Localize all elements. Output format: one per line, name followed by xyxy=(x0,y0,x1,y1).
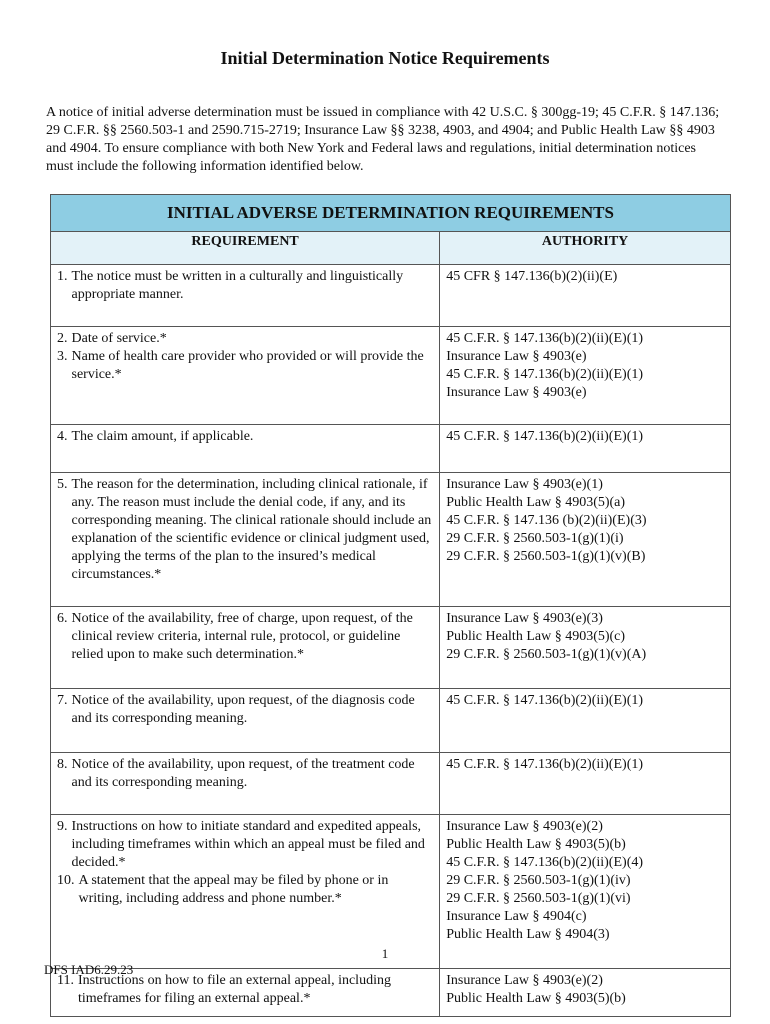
authority-cell xyxy=(440,607,731,689)
requirement-cell xyxy=(51,689,440,753)
requirement-text: Instructions on how to initiate standard and expedited appeals, including timeframes within which an appeal must be filed and decided.* xyxy=(71,819,425,870)
requirement-item xyxy=(57,872,435,908)
table-row xyxy=(51,969,731,1017)
authority-citation: 45 C.F.R. § 147.136 (b)(2)(ii)(E)(3) xyxy=(446,513,647,528)
table-banner: INITIAL ADVERSE DETERMINATION REQUIREMENTS xyxy=(51,195,731,232)
requirement-number: 8. xyxy=(57,757,68,772)
requirement-item xyxy=(57,610,435,664)
authority-citation: 45 C.F.R. § 147.136(b)(2)(ii)(E)(4) xyxy=(446,855,644,870)
table-row xyxy=(51,607,731,689)
table-body xyxy=(51,265,731,1017)
table-row xyxy=(51,265,731,327)
authority-citation: 45 C.F.R. § 147.136(b)(2)(ii)(E)(1) xyxy=(446,757,644,772)
requirement-text: Instructions on how to file an external appeal, including timeframes for filing an external appeal.* xyxy=(77,973,391,1006)
requirement-text: Notice of the availability, free of charge, upon request, of the clinical review criteria, internal rule, protocol, or guideline relied upon to make such determination.* xyxy=(71,611,413,662)
requirement-text: The notice must be written in a culturally and linguistically appropriate manner. xyxy=(71,269,404,302)
requirement-item xyxy=(57,756,435,792)
requirement-item xyxy=(57,348,435,384)
requirement-number: 1. xyxy=(57,269,68,284)
authority-cell xyxy=(440,753,731,815)
authority-citation: 45 CFR § 147.136(b)(2)(ii)(E) xyxy=(446,269,618,284)
authority-citation: 45 C.F.R. § 147.136(b)(2)(ii)(E)(1) xyxy=(446,331,644,346)
authority-cell xyxy=(440,265,731,327)
requirement-number: 11. xyxy=(57,973,74,988)
authority-citation: Insurance Law § 4903(e) xyxy=(446,349,587,364)
requirement-cell xyxy=(51,753,440,815)
requirement-cell xyxy=(51,425,440,473)
requirement-item xyxy=(57,818,435,872)
table-row xyxy=(51,327,731,425)
authority-citation: Public Health Law § 4903(5)(b) xyxy=(446,991,626,1006)
authority-citation: 29 C.F.R. § 2560.503-1(g)(1)(v)(B) xyxy=(446,549,646,564)
authority-cell xyxy=(440,327,731,425)
authority-cell xyxy=(440,425,731,473)
column-header-authority: AUTHORITY xyxy=(440,232,731,265)
authority-citation: Insurance Law § 4903(e)(1) xyxy=(446,477,603,492)
table-row xyxy=(51,753,731,815)
requirement-number: 5. xyxy=(57,477,68,492)
authority-citation: Insurance Law § 4903(e)(2) xyxy=(446,819,603,834)
authority-citation: 29 C.F.R. § 2560.503-1(g)(1)(vi) xyxy=(446,891,631,906)
requirement-text: The claim amount, if applicable. xyxy=(71,429,254,444)
authority-citation: Public Health Law § 4903(5)(a) xyxy=(446,495,626,510)
authority-citation: 45 C.F.R. § 147.136(b)(2)(ii)(E)(1) xyxy=(446,367,644,382)
requirement-item xyxy=(57,476,435,584)
authority-citation: Insurance Law § 4903(e) xyxy=(446,385,587,400)
authority-citation: Public Health Law § 4903(5)(c) xyxy=(446,629,626,644)
authority-citation: 29 C.F.R. § 2560.503-1(g)(1)(iv) xyxy=(446,873,631,888)
requirement-cell xyxy=(51,473,440,607)
document-id: DFS IAD6.29.23 xyxy=(44,962,134,977)
page-number: 1 xyxy=(381,946,389,961)
requirement-number: 10. xyxy=(57,873,75,888)
authority-citation: Insurance Law § 4903(e)(3) xyxy=(446,611,603,626)
requirement-cell xyxy=(51,607,440,689)
requirement-text: Notice of the availability, upon request, of the treatment code and its corresponding meaning. xyxy=(71,757,415,790)
table-row xyxy=(51,689,731,753)
authority-cell xyxy=(440,969,731,1017)
authority-citation: 29 C.F.R. § 2560.503-1(g)(1)(i) xyxy=(446,531,624,546)
requirement-cell xyxy=(51,327,440,425)
requirement-item xyxy=(57,692,435,728)
authority-citation: Insurance Law § 4903(e)(2) xyxy=(446,973,603,988)
authority-citation: Insurance Law § 4904(c) xyxy=(446,909,587,924)
intro-paragraph: A notice of initial adverse determination must be issued in compliance with 42 U.S.C. § 300gg-19; 45 C.F.R. § 147.136; 29 C.F.R. §§ 2560.503-1 and 2590.715-2719; Insurance Law §§ 3238, 4903, and 4904; and Public Health Law §§ 4903 and 4904. To ensure compliance with both New York and Federal laws and regulations, initial determination notices must include the following information identified below. xyxy=(46,105,720,174)
requirements-table xyxy=(50,194,731,1017)
authority-citation: 45 C.F.R. § 147.136(b)(2)(ii)(E)(1) xyxy=(446,429,644,444)
requirement-text: Date of service.* xyxy=(71,331,167,346)
table-row xyxy=(51,473,731,607)
requirement-item xyxy=(57,428,435,446)
authority-citation: Public Health Law § 4904(3) xyxy=(446,927,610,942)
requirement-number: 9. xyxy=(57,819,68,834)
requirement-item xyxy=(57,330,435,348)
requirement-number: 3. xyxy=(57,349,68,364)
requirement-number: 7. xyxy=(57,693,68,708)
requirement-cell xyxy=(51,265,440,327)
requirement-text: A statement that the appeal may be filed by phone or in writing, including address and phone number.* xyxy=(78,873,389,906)
authority-citation: 45 C.F.R. § 147.136(b)(2)(ii)(E)(1) xyxy=(446,693,644,708)
requirement-number: 6. xyxy=(57,611,68,626)
authority-cell xyxy=(440,473,731,607)
requirement-text: Notice of the availability, upon request, of the diagnosis code and its corresponding meaning. xyxy=(71,693,415,726)
column-header-requirement: REQUIREMENT xyxy=(51,232,440,265)
requirement-item xyxy=(57,268,435,304)
authority-citation: Public Health Law § 4903(5)(b) xyxy=(446,837,626,852)
requirement-number: 4. xyxy=(57,429,68,444)
table-row xyxy=(51,425,731,473)
authority-citation: 29 C.F.R. § 2560.503-1(g)(1)(v)(A) xyxy=(446,647,647,662)
requirement-text: Name of health care provider who provided or will provide the service.* xyxy=(71,349,424,382)
authority-cell xyxy=(440,689,731,753)
page-title: Initial Determination Notice Requirements xyxy=(220,48,550,68)
requirement-number: 2. xyxy=(57,331,68,346)
requirement-text: The reason for the determination, including clinical rationale, if any. The reason must include the denial code, if any, and its corresponding meaning. The clinical rationale should include an explanation of the scientific evidence or clinical judgment used, applying the terms of the plan to the insured’s medical circumstances.* xyxy=(71,477,432,582)
